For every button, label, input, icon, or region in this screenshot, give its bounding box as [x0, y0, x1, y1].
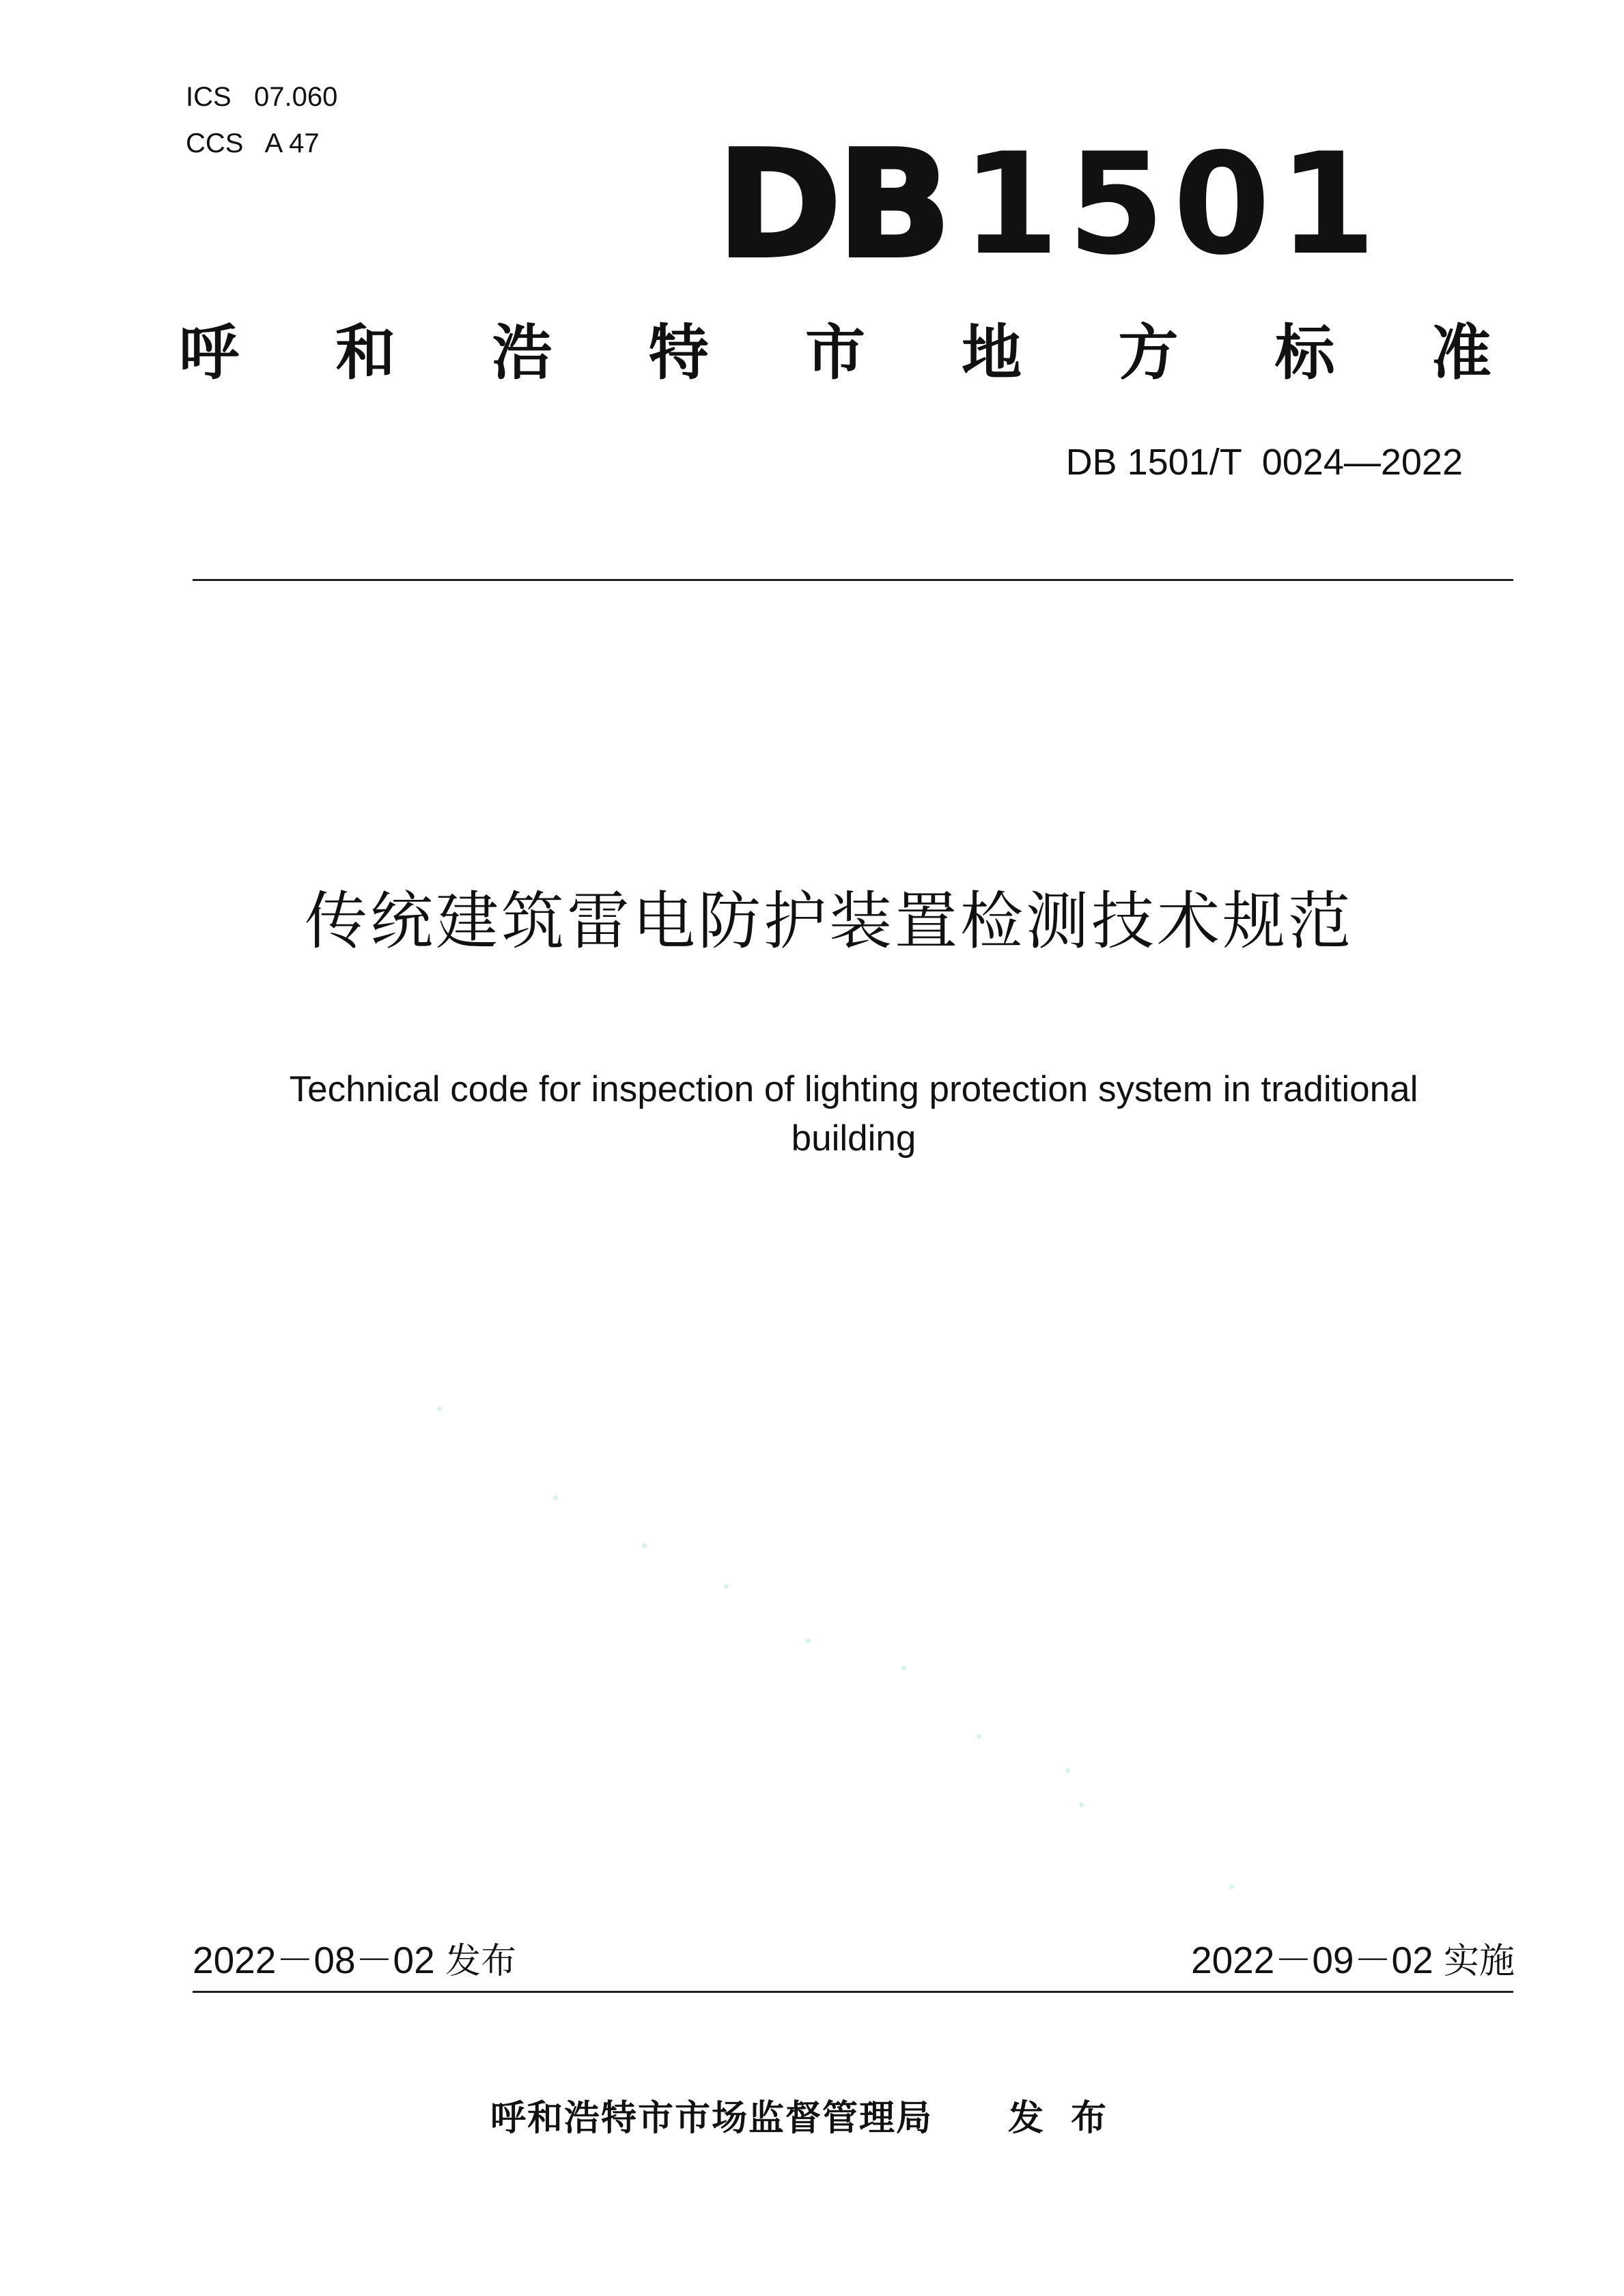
implement-date [1191, 1936, 1515, 1985]
publish-label: 发布 [445, 1941, 517, 1982]
document-title-zh: 传统建筑雷电防护装置检测技术规范 [304, 885, 1354, 958]
local-title-char: 准 [1431, 317, 1492, 388]
implement-date-value: 2022－09－02 [1190, 1939, 1444, 1981]
document-title-en: Technical code for inspection of lighting protection system in traditional building [289, 1069, 1418, 1159]
local-title-char: 市 [804, 317, 865, 388]
implement-label: 实施 [1443, 1941, 1515, 1982]
local-title-char: 地 [962, 317, 1022, 388]
issuer-name: 呼和浩特市市场监督管理局 [490, 2098, 933, 2139]
standard-number: DB 1501/T 0024—2022 [1065, 442, 1463, 483]
header-divider [193, 579, 1513, 581]
local-title-char: 呼 [179, 317, 240, 388]
publish-date [193, 1936, 516, 1985]
db-standard-mark [717, 116, 1384, 290]
issuer-action: 发布 [1008, 2098, 1134, 2139]
local-title-char: 和 [335, 317, 396, 388]
local-title-char: 特 [648, 317, 709, 388]
issuer-line [0, 2095, 1624, 2142]
ccs-code: CCS A 47 [186, 128, 320, 158]
local-title-char: 浩 [492, 317, 552, 388]
ics-code: ICS 07.060 [186, 82, 338, 112]
local-title-char: 方 [1118, 317, 1179, 388]
local-standard-title [179, 315, 1492, 391]
footer-divider [193, 1991, 1513, 1993]
db-prefix: DB [717, 119, 947, 290]
publish-date-value: 2022－08－02 [193, 1939, 445, 1981]
db-region-number: 1501 [962, 124, 1384, 286]
local-title-char: 标 [1274, 317, 1335, 388]
